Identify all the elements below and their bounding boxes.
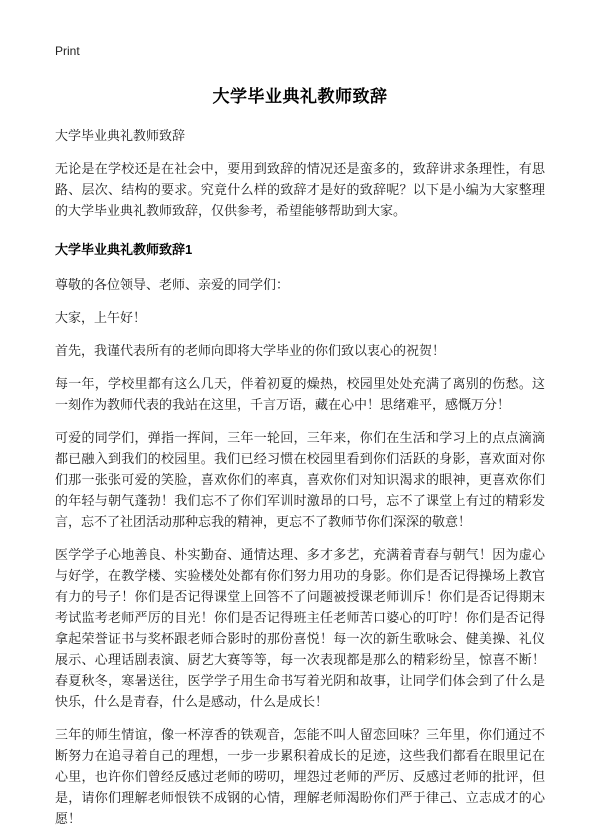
- intro-paragraph: 无论是在学校还是在社会中，要用到致辞的情况还是蛮多的，致辞讲求条理性，有思路、层次、结构的要求。究竟什么样的致辞才是好的致辞呢？以下是小编为大家整理的大学毕业典礼教师致辞，仅供参考，希望能够帮助到大家。: [55, 161, 545, 218]
- medical-students-paragraph: 医学学子心地善良、朴实勤奋、通情达理、多才多艺，充满着青春与朝气！因为虚心与好学，在教学楼、实验楼处处都有你们努力用功的身影。你们是否记得操场上教官有力的号子！你们是否记得课堂上回答不了问题被授课老师训斥！你们是否记得期末考试监考老师严厉的目光！你们是否记得班主任老师苦口婆心的叮咛！你们是否记得拿起荣誉证书与奖杯跟老师合影时的那份喜悦！每一次的新生歌咏会、健美操、礼仪展示、心理话剧表演、厨艺大赛等等，每一次表现都是那么的精彩纷呈，惊喜不断！春夏秋冬，寒暑送往，医学学子用生命书写着光阴和故事，让同学们体会到了什么是快乐，什么是青春，什么是感动，什么是成长！: [55, 547, 545, 709]
- dear-students-paragraph: 可爱的同学们，弹指一挥间，三年一轮回，三年来，你们在生活和学习上的点点滴滴都已融入到我们的校园里。我们已经习惯在校园里看到你们活跃的身影，喜欢面对你们那一张张可爱的笑脸，喜欢你们的率真，喜欢你们对知识渴求的眼神，更喜欢你们的年轻与朝气蓬勃！我们忘不了你们军训时激昂的口号，忘不了课堂上有过的精彩发言，忘不了社团活动那种忘我的精神，更忘不了教师节你们深深的敬意！: [55, 430, 545, 529]
- congratulations-paragraph: 首先，我谨代表所有的老师向即将大学毕业的你们致以衷心的祝贺！: [55, 343, 446, 358]
- greeting-line: 大家，上午好！: [55, 310, 147, 325]
- salutation-line: 尊敬的各位领导、老师、亲爱的同学们：: [55, 277, 290, 292]
- print-button[interactable]: Print: [55, 44, 80, 58]
- document-body: [55, 125, 545, 828]
- every-year-paragraph: 每一年，学校里都有这么几天，伴着初夏的燥热，校园里处处充满了离别的伤愁。这一刻作为教师代表的我站在这里，千言万语，藏在心中！思绪难平，感慨万分！: [55, 376, 545, 412]
- page-title: 大学毕业典礼教师致辞: [212, 87, 388, 106]
- three-years-paragraph: 三年的师生情谊，像一杯淳香的铁观音，怎能不叫人留恋回味？三年里，你们通过不断努力在追寻着自己的理想，一步一步累积着成长的足迹，这些我们都看在眼里记在心里，也许你们曾经反感过老师的唠叨，埋怨过老师的严厉、反感过老师的批评，但是，请你们理解老师恨铁不成钢的心情，理解老师渴盼你们严于律己、立志成才的心愿！: [55, 727, 545, 826]
- lead-line: 大学毕业典礼教师致辞: [55, 128, 186, 143]
- section-heading-1: 大学毕业典礼教师致辞1: [55, 242, 193, 257]
